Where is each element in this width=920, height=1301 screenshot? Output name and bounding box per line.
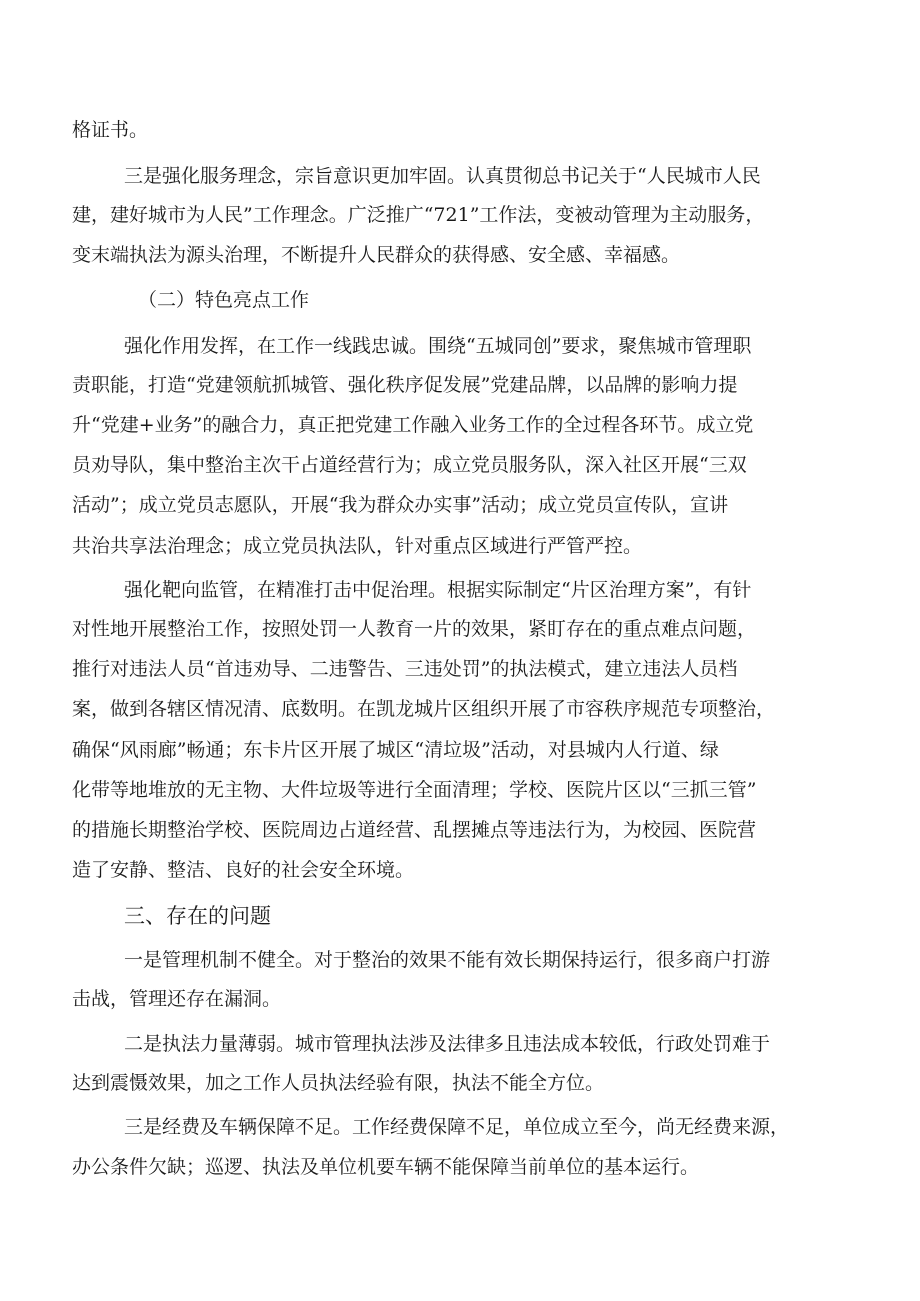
text-line: 责职能，打造“党建领航抓城管、强化秩序促发展”党建品牌，以品牌的影响力提 <box>72 374 738 396</box>
text-line: 三是强化服务理念，宗旨意识更加牢固。认真贯彻总书记关于“人民城市人民 <box>124 165 761 187</box>
text-line: 一是管理机制不健全。对于整治的效果不能有效长期保持运行，很多商户打游 <box>124 949 771 971</box>
text-line: 对性地开展整治工作，按照处罚一人教育一片的效果，紧盯存在的重点难点问题， <box>72 618 757 640</box>
text-line: 升“党建+业务”的融合力，真正把党建工作融入业务工作的全过程各环节。成立党 <box>72 414 754 436</box>
text-line: 推行对违法人员“首违劝导、二违警告、三违处罚”的执法模式，建立违法人员档 <box>72 658 738 680</box>
text-line: 案，做到各辖区情况清、底数明。在凯龙城片区组织开展了市容秩序规范专项整治， <box>72 698 776 720</box>
text-line: 三是经费及车辆保障不足。工作经费保障不足，单位成立至今，尚无经费来源， <box>124 1116 790 1138</box>
text-line: 建，建好城市为人民”工作理念。广泛推广“721”工作法，变被动管理为主动服务， <box>72 204 765 226</box>
text-line: 造了安静、整洁、良好的社会安全环境。 <box>72 859 415 881</box>
text-line: 确保“风雨廊”畅通；东卡片区开展了城区“清垃圾”活动，对县城内人行道、绿 <box>72 739 719 761</box>
text-line: 的措施长期整治学校、医院周边占道经营、乱摆摊点等违法行为，为校园、医院营 <box>72 819 757 841</box>
text-line: 格证书。 <box>72 119 149 141</box>
text-line: 达到震慑效果，加之工作人员执法经验有限，执法不能全方位。 <box>72 1072 605 1094</box>
text-line: 击战，管理还存在漏洞。 <box>72 988 282 1010</box>
text-line: 共治共享法治理念；成立党员执法队，针对重点区域进行严管严控。 <box>72 535 643 557</box>
text-line: 强化作用发挥，在工作一线践忠诚。围绕“五城同创”要求，聚焦城市管理职 <box>124 335 752 357</box>
section-subheading: （二）特色亮点工作 <box>138 289 310 311</box>
text-line: 办公条件欠缺；巡逻、执法及单位机要车辆不能保障当前单位的基本运行。 <box>72 1156 700 1178</box>
text-line: 员劝导队，集中整治主次干占道经营行为；成立党员服务队，深入社区开展“三双 <box>72 454 747 476</box>
text-line: 变末端执法为源头治理，不断提升人民群众的获得感、安全感、幸福感。 <box>72 244 681 266</box>
section-heading: 三、存在的问题 <box>124 904 271 928</box>
text-line: 二是执法力量薄弱。城市管理执法涉及法律多且违法成本较低，行政处罚难于 <box>124 1033 771 1055</box>
text-line: 化带等地堆放的无主物、大件垃圾等进行全面清理；学校、医院片区以“三抓三管” <box>72 779 757 801</box>
text-line: 活动”；成立党员志愿队，开展“我为群众办实事”活动；成立党员宣传队，宣讲 <box>72 494 729 516</box>
text-line: 强化靶向监管，在精准打击中促治理。根据实际制定“片区治理方案”，有针 <box>124 579 752 601</box>
